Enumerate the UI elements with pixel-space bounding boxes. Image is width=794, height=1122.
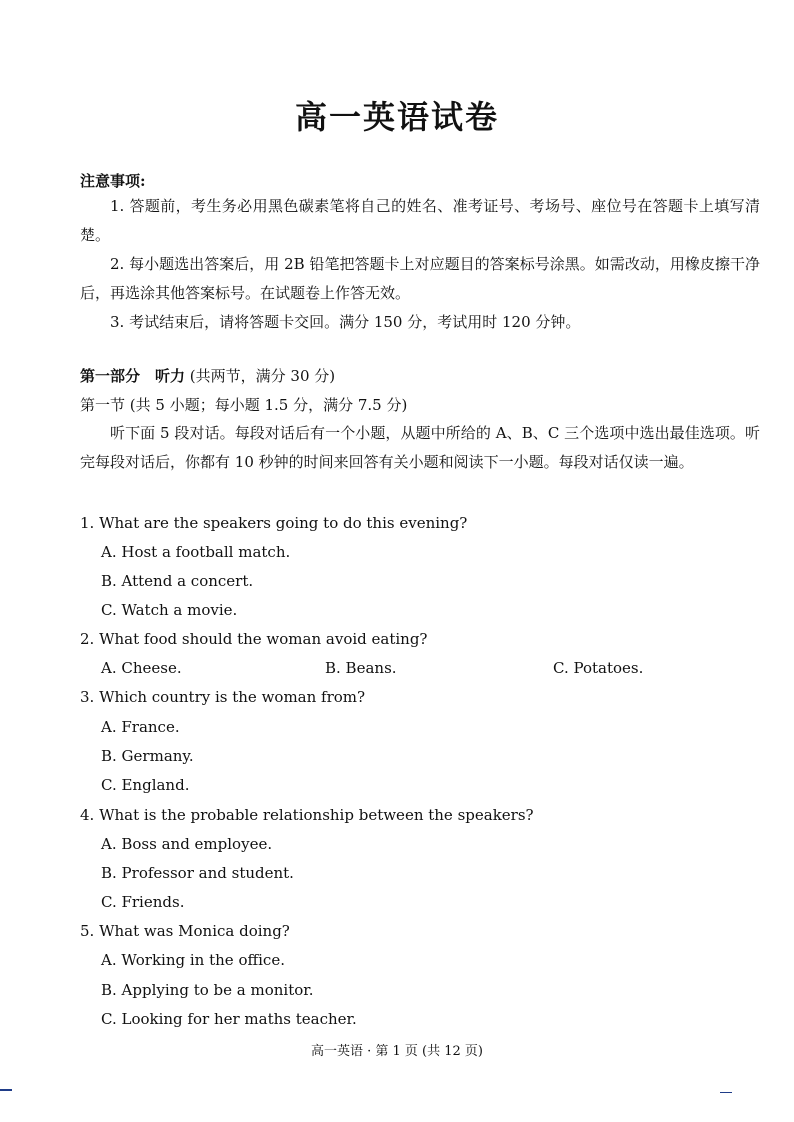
option-4c: C. Friends. [101, 893, 185, 911]
option-5b: B. Applying to be a monitor. [101, 981, 314, 999]
listening-instructions: 听下面 5 段对话。每段对话后有一个小题，从题中所给的 A、B、C 三个选项中选出最佳选项。听完每段对话后，你都有 10 秒钟的时间来回答有关小题和阅读下一小题。每段对话仅读一遍。 [80, 424, 760, 471]
question-stem-3: 3. Which country is the woman from? [80, 688, 366, 706]
option-4a: A. Boss and employee. [101, 835, 273, 853]
part1-heading-rest: (共两节，满分 30 分) [189, 367, 336, 385]
option-1a: A. Host a football match. [101, 543, 291, 561]
option-2c: C. Potatoes. [553, 659, 644, 677]
question-stem-2: 2. What food should the woman avoid eating? [80, 630, 428, 648]
option-4b: B. Professor and student. [101, 864, 294, 882]
section1-heading: 第一节 (共 5 小题；每小题 1.5 分，满分 7.5 分) [80, 396, 408, 414]
part1-heading-bold: 第一部分 听力 [80, 367, 186, 385]
notice-item-2: 2. 每小题选出答案后，用 2B 铅笔把答题卡上对应题目的答案标号涂黑。如需改动，用橡皮擦干净后，再选涂其他答案标号。在试题卷上作答无效。 [80, 255, 760, 302]
notice-item-1: 1. 答题前，考生务必用黑色碳素笔将自己的姓名、准考证号、考场号、座位号在答题卡上填写清楚。 [80, 197, 760, 244]
page-footer: 高一英语 · 第 1 页 (共 12 页) [310, 1044, 483, 1059]
notice-heading: 注意事项: [80, 172, 146, 190]
question-stem-5: 5. What was Monica doing? [80, 922, 290, 940]
part1-heading [80, 366, 335, 386]
scan-mark-right [720, 1092, 732, 1093]
page-title: 高一英语试卷 [294, 98, 499, 136]
question-stem-4: 4. What is the probable relationship between the speakers? [80, 806, 534, 824]
option-2b: B. Beans. [325, 659, 397, 677]
notice-item-3: 3. 考试结束后，请将答题卡交回。满分 150 分，考试用时 120 分钟。 [110, 313, 581, 331]
option-3b: B. Germany. [101, 747, 194, 765]
question-stem-1: 1. What are the speakers going to do this evening? [80, 514, 468, 532]
option-3c: C. England. [101, 776, 190, 794]
option-1c: C. Watch a movie. [101, 601, 238, 619]
option-3a: A. France. [101, 718, 180, 736]
option-5c: C. Looking for her maths teacher. [101, 1010, 357, 1028]
option-1b: B. Attend a concert. [101, 572, 254, 590]
option-2a: A. Cheese. [101, 659, 182, 677]
option-5a: A. Working in the office. [101, 951, 285, 969]
scan-mark-left [0, 1089, 12, 1091]
